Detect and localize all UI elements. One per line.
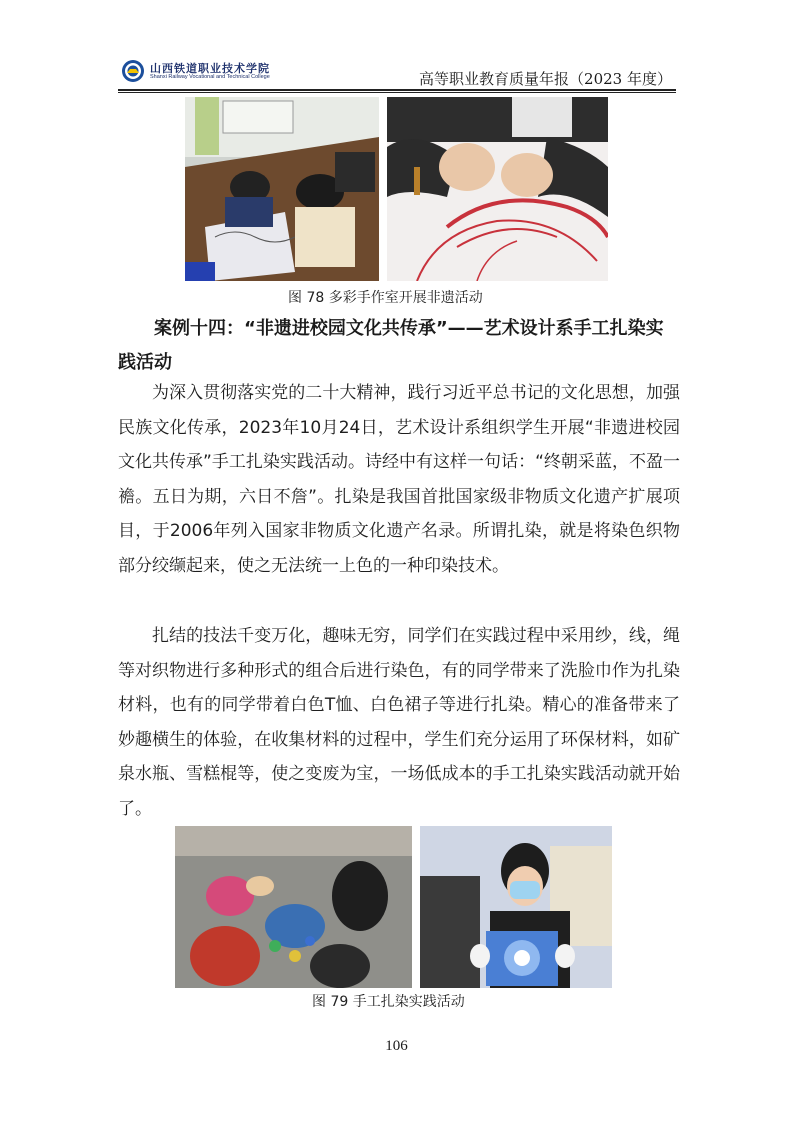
paragraph-2: 扎结的技法千变万化，趣味无穷，同学们在实践过程中采用纱，线，绳等对织物进行多种形式的组合后进行染色，有的同学带来了洗脸巾作为扎染材料，也有的同学带着白色T恤、白色裙子等进行扎染。精心的准备带来了妙趣横生的体验，在收集材料的过程中，学生们充分运用了环保材料，如矿泉水瓶、雪糕棍等，使之变废为宝，一场低成本的手工扎染实践活动就开始了。 [118,626,680,819]
figure78-photo-classroom [185,97,379,281]
school-logo-icon [121,59,145,83]
figure79-photo-group [175,826,412,988]
school-name-cn: 山西铁道职业技术学院 [150,62,270,75]
school-name-en: Shanxi Railway Vocational and Technical College [150,74,270,80]
report-title: 高等职业教育质量年报（2023 年度） [419,70,672,88]
figure78-caption: 图 78 多彩手作室开展非遗活动 [288,290,483,306]
page-header [118,57,676,91]
page-number: 106 [385,1038,408,1054]
header-rule [118,89,676,91]
paragraph-1: 为深入贯彻落实党的二十大精神，践行习近平总书记的文化思想，加强民族文化传承，2023年10月24日，艺术设计系组织学生开展“非遗进校园文化共传承”手工扎染实践活动。诗经中有这样一句话：“终朝采蓝，不盈一襜。五日为期，六日不詹”。扎染是我国首批国家级非物质文化遗产扩展项目，于2006年列入国家非物质文化遗产名录。所谓扎染，就是将染色织物部分绞缬起来，使之无法统一上色的一种印染技术。 [118,383,680,576]
figure79-caption: 图 79 手工扎染实践活动 [312,994,465,1010]
case-title: 案例十四：“非遗进校园文化共传承”——艺术设计系手工扎染实践活动 [118,318,664,373]
header-rule-thin [118,92,676,93]
figure78-photo-papercut [387,97,608,281]
figure79-photo-student [420,826,612,988]
